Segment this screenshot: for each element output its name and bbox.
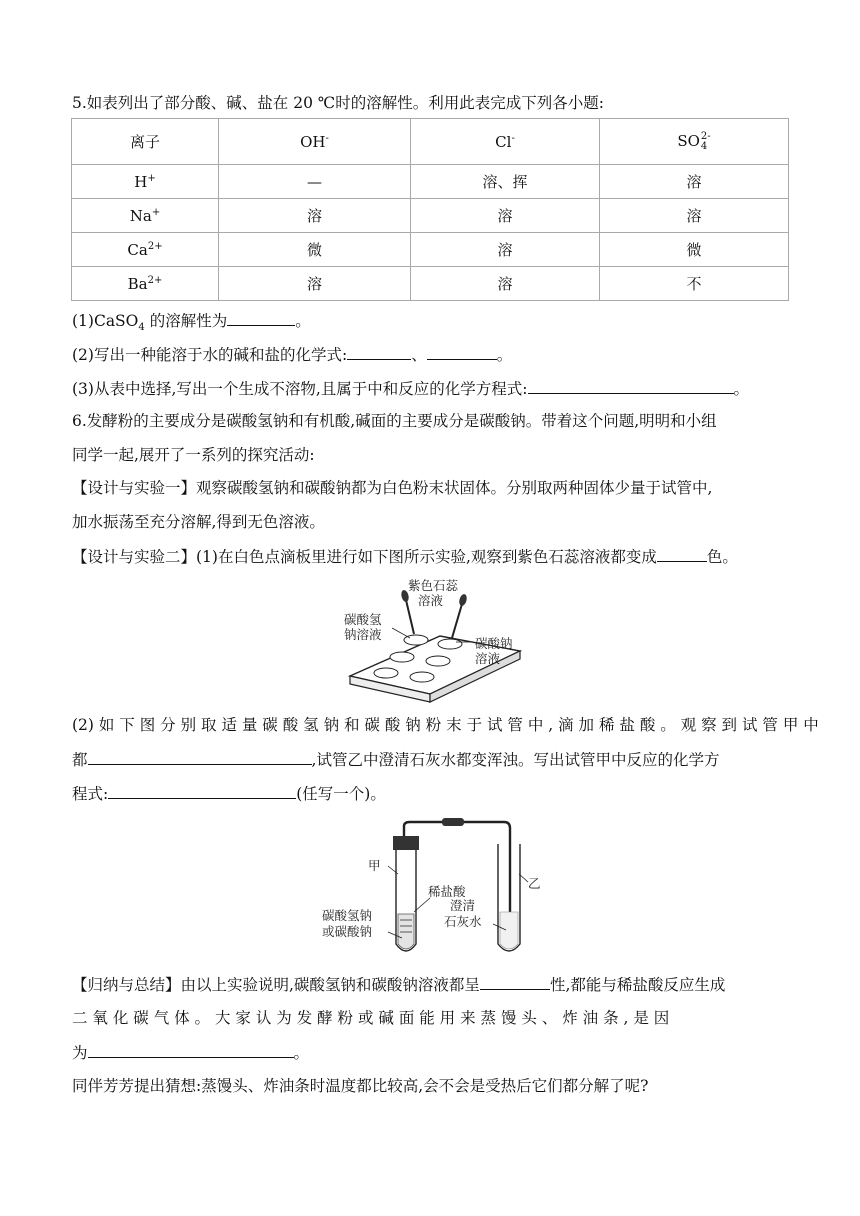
ion-cell: $Ba^{2+}$ <box>72 267 219 301</box>
label-powder-2: 或碳酸钠 <box>322 924 373 939</box>
label-powder-1: 碳酸氢钠 <box>322 908 373 923</box>
table-cell: 溶 <box>219 199 411 233</box>
answer-blank[interactable] <box>528 377 734 394</box>
test-tube-figure <box>318 814 548 962</box>
answer-blank[interactable] <box>427 343 497 360</box>
label-carb-1: 碳酸钠 <box>475 636 513 651</box>
table-cell: 溶 <box>600 199 789 233</box>
q6-summary-c: 为 。 <box>72 1041 309 1064</box>
q6-conjecture: 同伴芳芳提出猜想:蒸馒头、炸油条时温度都比较高,会不会是受热后它们都分解了呢? <box>72 1077 649 1095</box>
table-cell: 溶 <box>411 233 600 267</box>
header-so4: SO2- 4 <box>600 119 789 165</box>
label-limewater-1: 澄清 <box>450 898 476 913</box>
answer-blank[interactable] <box>108 782 296 799</box>
q6-exp1-a: 【设计与实验一】观察碳酸氢钠和碳酸钠都为白色粉末状固体。分别取两种固体少量于试管中, <box>72 479 713 497</box>
spot-plate-figure <box>330 576 530 704</box>
q6-intro-2: 同学一起,展开了一系列的探究活动: <box>72 446 315 464</box>
q5-title: 5.如表列出了部分酸、碱、盐在 20 ℃时的溶解性。利用此表完成下列各小题: <box>72 94 604 112</box>
table-cell: 溶 <box>411 267 600 301</box>
header-ion: 离子 <box>72 119 219 165</box>
answer-blank[interactable] <box>227 309 295 326</box>
label-bicarb-2: 钠溶液 <box>344 627 382 642</box>
label-litmus-1: 紫色石蕊 <box>408 578 459 593</box>
table-row <box>72 267 789 301</box>
table-row <box>72 233 789 267</box>
ion-cell: $Ca^{2+}$ <box>72 233 219 267</box>
label-dilute-hcl: 稀盐酸 <box>428 884 466 899</box>
q5-sub2: (2)写出一种能溶于水的碱和盐的化学式: 、 。 <box>72 343 512 366</box>
table-cell: 溶 <box>600 165 789 199</box>
q6-exp2-b2: 都 ,试管乙中澄清石灰水都变浑浊。写出试管甲中反应的化学方 <box>72 748 719 771</box>
label-tube-yi: 乙 <box>528 876 541 891</box>
solubility-table <box>71 118 789 301</box>
q6-exp2-b3: 程式: (任写一个)。 <box>72 782 386 805</box>
table-cell: 不 <box>600 267 789 301</box>
q6-exp2-a: 【设计与实验二】(1)在白色点滴板里进行如下图所示实验,观察到紫色石蕊溶液都变成 色。 <box>72 545 738 568</box>
answer-blank[interactable] <box>88 748 312 765</box>
q6-summary-b: 二 氧 化 碳 气 体 。 大 家 认 为 发 酵 粉 或 碱 面 能 用 来 蒸 馒 头 、 炸 油 条 , 是 因 <box>72 1009 670 1027</box>
table-cell: 溶 <box>411 199 600 233</box>
header-cl: Cl- <box>411 119 600 165</box>
header-oh: OH- <box>219 119 411 165</box>
label-limewater-2: 石灰水 <box>444 914 482 929</box>
ion-cell: Na+ <box>72 199 219 233</box>
q5-sub3: (3)从表中选择,写出一个生成不溶物,且属于中和反应的化学方程式: 。 <box>72 377 749 400</box>
answer-blank[interactable] <box>347 343 411 360</box>
table-cell: 溶、挥 <box>411 165 600 199</box>
q5-sub1: (1)CaSO$_4$ 的溶解性为 。 <box>72 309 311 339</box>
label-bicarb-1: 碳酸氢 <box>344 612 382 627</box>
table-cell: 微 <box>219 233 411 267</box>
label-litmus-2: 溶液 <box>418 593 444 608</box>
answer-blank[interactable] <box>657 545 707 562</box>
q6-summary-a: 【归纳与总结】由以上实验说明,碳酸氢钠和碳酸钠溶液都呈 性,都能与稀盐酸反应生成 <box>72 973 725 996</box>
q6-exp2-b1: (2) 如 下 图 分 别 取 适 量 碳 酸 氢 钠 和 碳 酸 钠 粉 末 于 试 管 中 , 滴 加 稀 盐 酸 。 观 察 到 试 管 甲 中 <box>72 716 819 734</box>
table-row <box>72 199 789 233</box>
label-tube-jia: 甲 <box>368 858 381 873</box>
q6-exp1-b: 加水振荡至充分溶解,得到无色溶液。 <box>72 513 325 531</box>
table-cell: — <box>219 165 411 199</box>
table-cell: 微 <box>600 233 789 267</box>
q6-intro-1: 6.发酵粉的主要成分是碳酸氢钠和有机酸,碱面的主要成分是碳酸钠。带着这个问题,明明和小组 <box>72 412 717 430</box>
table-cell: 溶 <box>219 267 411 301</box>
table-row <box>72 165 789 199</box>
answer-blank[interactable] <box>88 1041 294 1058</box>
ion-cell: H+ <box>72 165 219 199</box>
table-header-row <box>72 119 789 165</box>
label-carb-2: 溶液 <box>475 651 501 666</box>
answer-blank[interactable] <box>480 973 550 990</box>
